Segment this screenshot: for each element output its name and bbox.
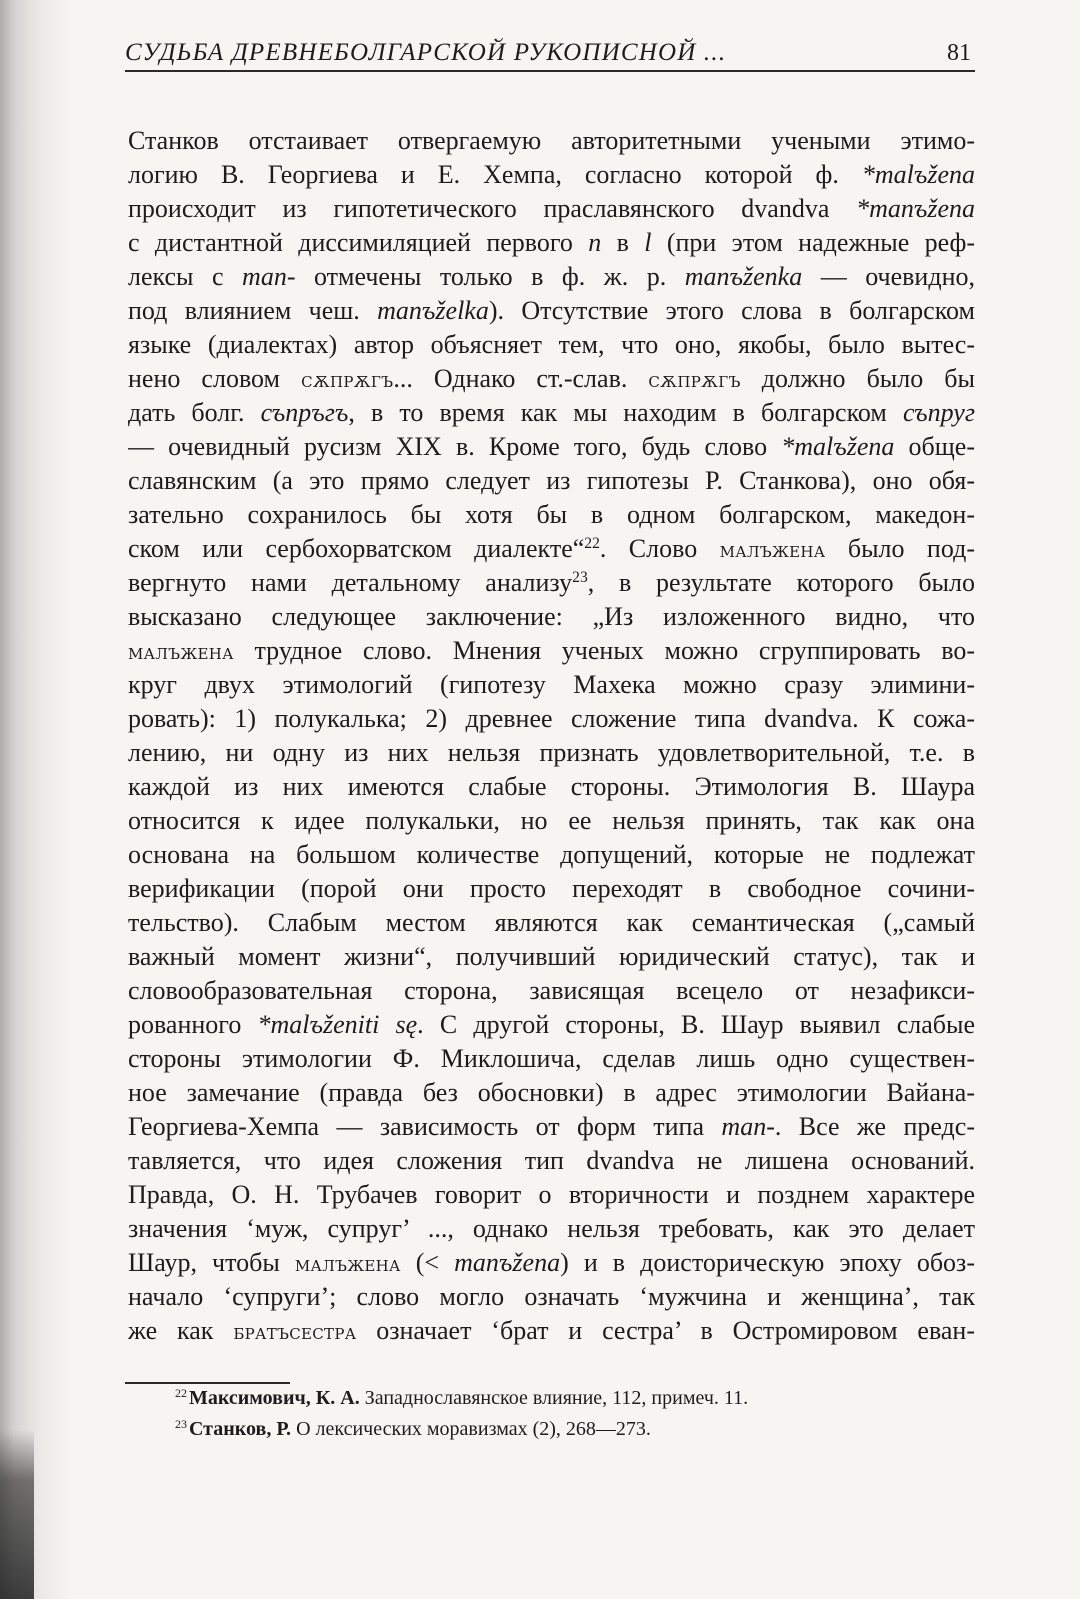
text-line <box>128 294 975 328</box>
italic-run: manъželka <box>377 296 489 325</box>
italic-run: man- <box>242 262 296 291</box>
text-run: основана на большом количестве допущений, которые не подлежат <box>128 840 975 869</box>
italic-run: n <box>588 228 602 257</box>
text-run: славянским (а это прямо следует из гипотезы Р. Станкова), оно обя- <box>128 466 975 495</box>
text-run: тавляется, что идея сложения тип dvandva не лишена оснований. <box>128 1146 975 1175</box>
footnote-author: Станков, Р. <box>189 1418 292 1440</box>
text-line <box>128 1008 975 1042</box>
slavonic-word: братъсестра <box>233 1320 357 1345</box>
text-line <box>128 464 975 498</box>
text-line <box>128 1178 975 1212</box>
text-run: отмечены только в ф. ж. р. <box>295 262 685 291</box>
text-run: языке (диалектах) автор объясняет тем, что оно, якобы, было вытес- <box>128 330 975 359</box>
body-text <box>128 124 975 1348</box>
text-line <box>128 192 975 226</box>
footnote-ref: 23 <box>572 569 588 587</box>
italic-run: съпруг <box>902 398 975 427</box>
footnote-ref: 22 <box>584 535 600 553</box>
text-run: круг двух этимологий (гипотезу Махека можно сразу элимини- <box>128 670 975 699</box>
italic-run: manъžena <box>454 1248 561 1277</box>
footnote-number: 23 <box>175 1417 187 1432</box>
text-run: зательно сохранилось бы хотя бы в одном болгарском, македон- <box>128 500 975 529</box>
text-run: высказано следующее заключение: „Из изложенного видно, что <box>128 602 975 631</box>
footnote-author: Максимович, К. А. <box>189 1387 360 1409</box>
text-run: было под- <box>825 534 975 563</box>
text-line <box>128 940 975 974</box>
text-run: же как <box>128 1316 234 1345</box>
text-line <box>128 770 975 804</box>
text-run: относится к идее полукальки, но ее нельзя принять, так как она <box>128 806 975 835</box>
text-line <box>128 668 975 702</box>
slavonic-word: сѫпрѫгъ <box>648 368 741 393</box>
text-run: ное замечание (правда без обосновки) в адрес этимологии Вайана- <box>128 1078 975 1107</box>
italic-run: l <box>644 228 652 257</box>
text-run: , в то время как мы находим в болгарском <box>348 398 903 427</box>
text-line <box>128 566 975 600</box>
text-run: Георгиева-Хемпа — зависимость от форм типа <box>128 1112 722 1141</box>
italic-run: man- <box>721 1112 775 1141</box>
text-run: тельство). Слабым местом являются как семантическая („самый <box>128 908 975 937</box>
text-run: каждой из них имеются слабые стороны. Этимология В. Шаура <box>128 772 975 801</box>
text-run: значения ‘муж, супруг’ ..., однако нельзя требовать, как это делает <box>128 1214 975 1243</box>
text-run: ском или сербохорватском диалекте“ <box>128 534 585 563</box>
running-head-title: СУДЬБА ДРЕВНЕБОЛГАРСКОЙ РУКОПИСНОЙ ... <box>125 39 727 66</box>
text-run: ) и в доисторическую эпоху обоз- <box>560 1248 975 1277</box>
text-run: — очевидный русизм XIX в. Кроме того, будь слово <box>128 432 782 461</box>
text-line <box>128 634 975 668</box>
italic-run: съпръгъ <box>260 398 349 427</box>
text-line <box>128 872 975 906</box>
text-line <box>128 906 975 940</box>
text-run: — очевидно, <box>802 262 975 291</box>
text-run: дать болг. <box>128 398 261 427</box>
text-line <box>128 838 975 872</box>
text-line <box>128 158 975 192</box>
text-run: ). Отсутствие этого слова в болгарском <box>488 296 975 325</box>
text-line <box>128 1280 975 1314</box>
slavonic-word: малъжена <box>294 1252 401 1277</box>
text-run: означает ‘брат и сестра’ в Остромировом еван- <box>356 1316 975 1345</box>
text-line <box>128 124 975 158</box>
text-run: . Слово <box>599 534 720 563</box>
text-run: ровать): 1) полукалька; 2) древнее сложение типа dvandva. К сожа- <box>128 704 975 733</box>
text-line <box>128 1076 975 1110</box>
text-line <box>128 430 975 464</box>
text-run: обще- <box>894 432 975 461</box>
text-run: трудное слово. Мнения ученых можно сгруппировать во- <box>233 636 975 665</box>
text-run: верификации (порой они просто переходят в свободное сочини- <box>128 874 975 903</box>
text-line <box>128 974 975 1008</box>
text-run: Шаур, чтобы <box>128 1248 295 1277</box>
text-run: рованного <box>128 1010 258 1039</box>
text-line <box>128 328 975 362</box>
footnote <box>175 1414 975 1445</box>
text-run: Станков отстаивает отвергаемую авторитетными учеными этимо- <box>128 126 975 155</box>
running-head <box>125 36 975 72</box>
text-run: . Все же предс- <box>774 1112 975 1141</box>
text-run: происходит из гипотетического праславянского dvandva <box>128 194 857 223</box>
footnote-text: Западнославянское влияние, 112, примеч. 11. <box>364 1387 749 1409</box>
text-run: под влиянием чеш. <box>128 296 378 325</box>
italic-run: *manъžena <box>856 194 975 223</box>
text-line <box>128 1042 975 1076</box>
text-run: . С другой стороны, В. Шаур выявил слабые <box>417 1010 975 1039</box>
text-run: логию В. Георгиева и Е. Хемпа, согласно которой ф. <box>128 160 862 189</box>
slavonic-word: малъжена <box>719 538 826 563</box>
text-line <box>128 396 975 430</box>
footnotes <box>175 1383 975 1445</box>
slavonic-word: сѫпрѫгъ <box>301 368 394 393</box>
text-line <box>128 226 975 260</box>
footnote-text: О лексических моравизмах (2), 268—273. <box>296 1418 651 1440</box>
text-run: вергнуто нами детальному анализу <box>128 568 573 597</box>
page-gutter-shadow <box>0 0 70 1599</box>
text-line <box>128 736 975 770</box>
page-number: 81 <box>947 40 971 66</box>
text-line <box>128 1144 975 1178</box>
text-line <box>128 600 975 634</box>
text-line <box>128 260 975 294</box>
slavonic-word: малъжена <box>128 640 234 665</box>
italic-run: *malъžena <box>861 160 975 189</box>
text-run: должно было бы <box>740 364 975 393</box>
text-run: начало ‘супруги’; слово могло означать ‘мужчина и женщина’, так <box>128 1282 975 1311</box>
text-run: Правда, О. Н. Трубачев говорит о вторичности и позднем характере <box>128 1180 975 1209</box>
footnote <box>175 1383 975 1414</box>
page-corner-shadow <box>0 1430 34 1599</box>
text-line <box>128 1212 975 1246</box>
text-line <box>128 702 975 736</box>
text-line <box>128 1314 975 1348</box>
text-run: , в результате которого было <box>587 568 975 597</box>
text-line <box>128 1246 975 1280</box>
italic-run: *malъženiti sę <box>257 1010 418 1039</box>
text-run: в <box>601 228 645 257</box>
text-run: лексы с <box>128 262 243 291</box>
text-line <box>128 532 975 566</box>
text-run: с дистантной диссимиляцией первого <box>128 228 589 257</box>
text-line <box>128 498 975 532</box>
text-run: (< <box>400 1248 455 1277</box>
italic-run: *malъžena <box>781 432 895 461</box>
text-run: ... Однако ст.-слав. <box>393 364 649 393</box>
text-run: (при этом надежные реф- <box>651 228 975 257</box>
text-run: словообразовательная сторона, зависящая всецело от незафикси- <box>128 976 975 1005</box>
text-line <box>128 804 975 838</box>
italic-run: manъženka <box>684 262 803 291</box>
text-run: лению, ни одну из них нельзя признать удовлетворительной, т.е. в <box>128 738 975 767</box>
text-line <box>128 1110 975 1144</box>
text-line <box>128 362 975 396</box>
text-run: важный момент жизни“, получивший юридический статус), так и <box>128 942 975 971</box>
footnote-number: 22 <box>175 1386 187 1401</box>
text-run: стороны этимологии Ф. Миклошича, сделав лишь одно существен- <box>128 1044 975 1073</box>
text-run: нено словом <box>128 364 302 393</box>
